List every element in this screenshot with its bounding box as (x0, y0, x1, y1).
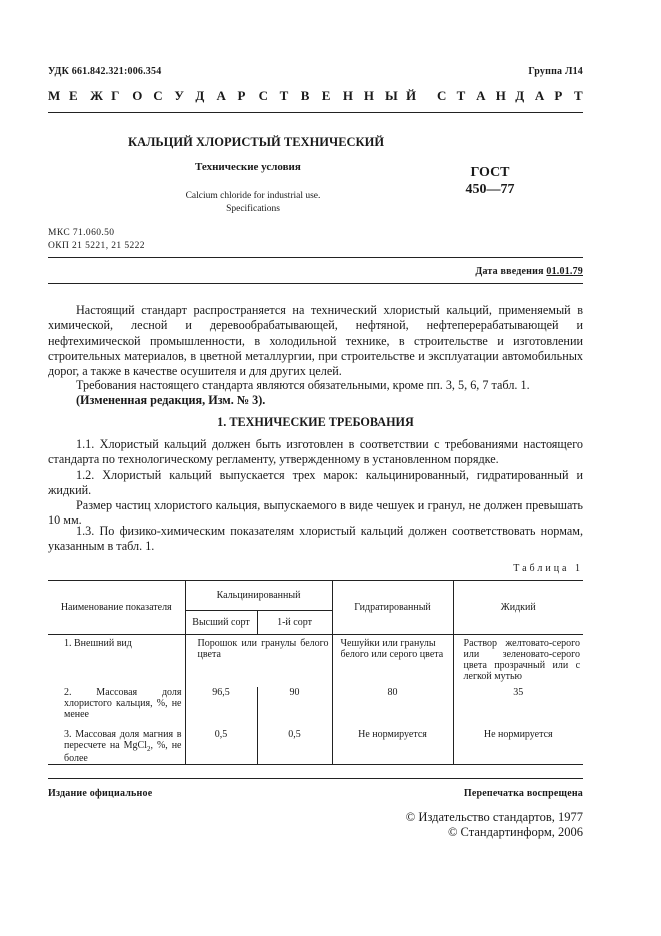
banner-letter: Д (515, 88, 525, 103)
col-header-calcined: Кальцинированный (185, 581, 332, 611)
row-1-calcined: Порошок или гранулы белого цвета (185, 635, 332, 687)
row-3-first-grade: 0,5 (257, 729, 332, 765)
banner-letter: Н (495, 88, 506, 103)
row-2-first-grade: 90 (257, 687, 332, 729)
row-1-name: 1. Внешний вид (64, 638, 132, 649)
clause-1-2-size: Размер частиц хлористого кальция, выпускаемого в виде чешуек и гранул, не должен превышать 10 мм. (48, 498, 583, 528)
table-row (48, 687, 583, 729)
intro-date-label: Дата введения (475, 266, 544, 277)
banner-letter: С (153, 88, 163, 103)
clause-1-2: 1.2. Хлористый кальций выпускается трех марок: кальцинированный, гидратированный и жидкий. (48, 468, 583, 498)
col-header-first-grade: 1-й сорт (257, 611, 332, 635)
banner-letter: Т (279, 88, 289, 103)
banner-letter: С (437, 88, 447, 103)
row-2-hydrated: 80 (332, 687, 453, 729)
footer-rule (48, 778, 583, 779)
row-3-top-grade: 0,5 (185, 729, 257, 765)
mks-code: МКС 71.060.50 (48, 228, 115, 238)
reprint-notice: Перепечатка воспрещена (463, 788, 583, 799)
amendment-note: (Измененная редакция, Изм. № 3). (76, 393, 266, 407)
banner-letter: А (476, 88, 486, 103)
date-rule (48, 283, 583, 284)
english-title-2: Specifications (226, 204, 280, 214)
banner-letter: Р (554, 88, 563, 103)
banner-letter: Е (69, 88, 78, 103)
table-row (48, 635, 583, 687)
udk-code: УДК 661.842.321:006.354 (48, 66, 162, 77)
row-2-top-grade: 96,5 (185, 687, 257, 729)
english-title-1: Calcium chloride for industrial use. (185, 191, 321, 201)
banner-letter: Р (237, 88, 246, 103)
banner-letter: М (48, 88, 61, 103)
document-title: КАЛЬЦИЙ ХЛОРИСТЫЙ ТЕХНИЧЕСКИЙ (128, 135, 385, 149)
clause-1-1: 1.1. Хлористый кальций должен быть изготовлен в соответствии с требованиями настоящего стандарта по технологическому регламенту, утвержденному в установленном порядке. (48, 437, 583, 467)
clause-1-3: 1.3. По физико-химическим показателям хлористый кальций должен соответствовать нормам, указанным в табл. 1. (48, 524, 583, 554)
standard-banner (48, 88, 583, 106)
banner-letter: А (534, 88, 545, 103)
copyright-1: © Издательство стандартов, 1977 (405, 810, 583, 824)
table-1 (48, 580, 583, 765)
table-row (48, 729, 583, 765)
banner-letter: Й (406, 88, 417, 103)
row-1-hydrated: Чешуйки или гранулы белого или серого цвета (332, 635, 453, 687)
edition-label: Издание официальное (48, 788, 153, 799)
col-header-top-grade: Высший сорт (185, 611, 257, 635)
banner-letter: Г (111, 88, 120, 103)
intro-date (475, 266, 583, 277)
banner-letter: У (174, 88, 184, 103)
banner-letter: В (300, 88, 310, 103)
gost-number: 450—77 (465, 182, 515, 197)
copyright-2: © Стандартинформ, 2006 (447, 825, 583, 839)
table-caption: Таблица 1 (513, 563, 583, 574)
row-2-name: 2. Массовая доля хлористого кальция, %, не менее (64, 686, 182, 720)
banner-letter: Ы (384, 88, 398, 103)
section-heading: 1. ТЕХНИЧЕСКИЕ ТРЕБОВАНИЯ (217, 415, 414, 429)
col-header-name: Наименование показателя (48, 581, 185, 635)
banner-letter: Ж (90, 88, 103, 103)
banner-letter: Т (574, 88, 583, 103)
document-subtitle: Технические условия (195, 161, 301, 173)
header-rule (48, 112, 583, 113)
banner-letter: Н (342, 88, 353, 103)
banner-letter: Н (363, 88, 374, 103)
banner-letter: О (132, 88, 143, 103)
row-3-name: 3. Массовая доля магния в пересчете на MgCl$_2$, %, не более (48, 729, 185, 765)
col-header-liquid: Жидкий (453, 581, 583, 635)
row-1-liquid: Раствор желтовато-серого или зеленовато-серого цвета прозрачный или с легкой мутью (453, 635, 583, 687)
intro-mandatory-note: Требования настоящего стандарта являются обязательными, кроме пп. 3, 5, 6, 7 табл. 1. (76, 378, 530, 392)
title-rule (48, 257, 583, 258)
banner-letter: С (258, 88, 268, 103)
col-header-hydrated: Гидратированный (332, 581, 453, 635)
gost-label: ГОСТ (470, 165, 510, 180)
banner-letter: Д (195, 88, 205, 103)
intro-date-value: 01.01.79 (546, 266, 583, 277)
banner-letter: Т (456, 88, 466, 103)
row-3-hydrated: Не нормируется (332, 729, 453, 765)
banner-letter: Е (321, 88, 331, 103)
row-2-liquid: 35 (453, 687, 583, 729)
row-3-liquid: Не нормируется (453, 729, 583, 765)
group-code: Группа Л14 (528, 66, 583, 77)
okp-code: ОКП 21 5221, 21 5222 (48, 241, 145, 251)
banner-letter: А (216, 88, 226, 103)
intro-paragraph: Настоящий стандарт распространяется на технический хлористый кальций, применяемый в химической, лесной и деревообрабатывающей, нефтяной, нефтеперерабатывающей и нефтехимической промышленности, в холодильной технике, в строительстве и изготовлении строительных материалов, в цветной металлургии, при строительстве и эксплуатации автомобильных дорог, а также в качестве осушителя и для других целей. (48, 303, 583, 379)
